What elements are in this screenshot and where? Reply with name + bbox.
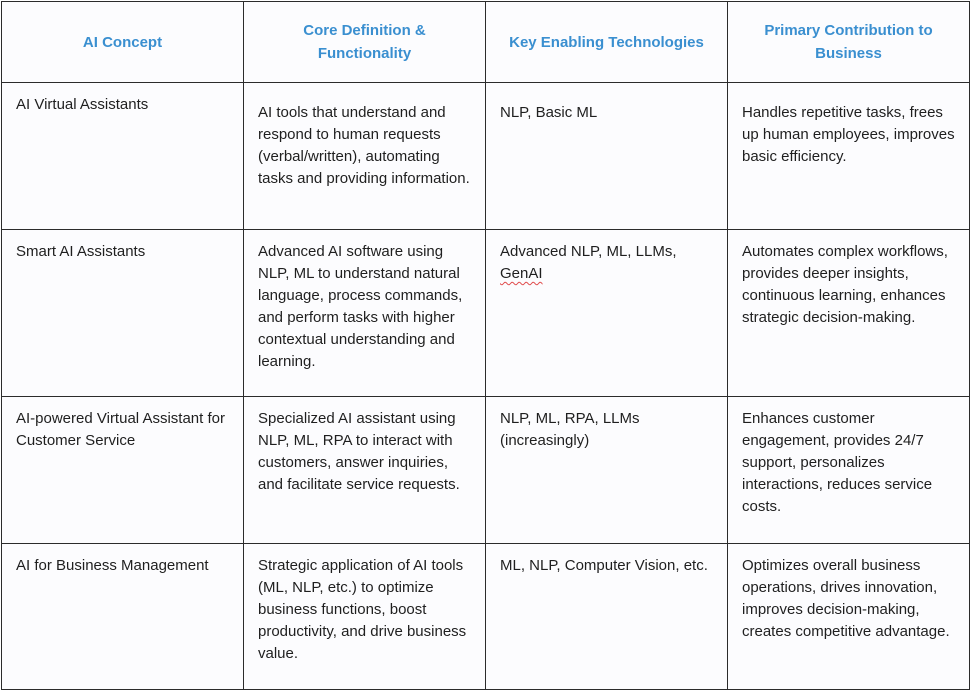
- header-ai-concept: AI Concept: [2, 2, 244, 83]
- ai-concepts-table: [1, 1, 970, 690]
- cell-definition: Advanced AI software using NLP, ML to understand natural language, process commands, and perform tasks with higher contextual understanding and learning.: [244, 230, 486, 397]
- cell-technologies: [486, 230, 728, 397]
- cell-definition: Strategic application of AI tools (ML, NLP, etc.) to optimize business functions, boost productivity, and drive business value.: [244, 544, 486, 690]
- table-header-row: [2, 2, 970, 83]
- cell-technologies: NLP, Basic ML: [486, 83, 728, 230]
- cell-definition: AI tools that understand and respond to human requests (verbal/written), automating tasks and providing information.: [244, 83, 486, 230]
- cell-technologies: NLP, ML, RPA, LLMs (increasingly): [486, 397, 728, 544]
- cell-contribution: Handles repetitive tasks, frees up human employees, improves basic efficiency.: [728, 83, 970, 230]
- cell-contribution: Optimizes overall business operations, drives innovation, improves decision-making, creates competitive advantage.: [728, 544, 970, 690]
- spellcheck-word[interactable]: GenAI: [500, 265, 543, 282]
- table-row: [2, 83, 970, 230]
- table-row: [2, 544, 970, 690]
- table-row: [2, 230, 970, 397]
- cell-concept: AI-powered Virtual Assistant for Customer Service: [2, 397, 244, 544]
- header-primary-contribution: Primary Contribution to Business: [728, 2, 970, 83]
- header-core-definition: Core Definition & Functionality: [244, 2, 486, 83]
- cell-definition: Specialized AI assistant using NLP, ML, RPA to interact with customers, answer inquiries, and facilitate service requests.: [244, 397, 486, 544]
- cell-concept: AI for Business Management: [2, 544, 244, 690]
- cell-contribution: Enhances customer engagement, provides 24/7 support, personalizes interactions, reduces service costs.: [728, 397, 970, 544]
- header-key-technologies: Key Enabling Technologies: [486, 2, 728, 83]
- cell-concept: Smart AI Assistants: [2, 230, 244, 397]
- cell-contribution: Automates complex workflows, provides deeper insights, continuous learning, enhances strategic decision-making.: [728, 230, 970, 397]
- table-row: [2, 397, 970, 544]
- technologies-text: Advanced NLP, ML, LLMs,: [500, 243, 677, 260]
- cell-concept: AI Virtual Assistants: [2, 83, 244, 230]
- cell-technologies: ML, NLP, Computer Vision, etc.: [486, 544, 728, 690]
